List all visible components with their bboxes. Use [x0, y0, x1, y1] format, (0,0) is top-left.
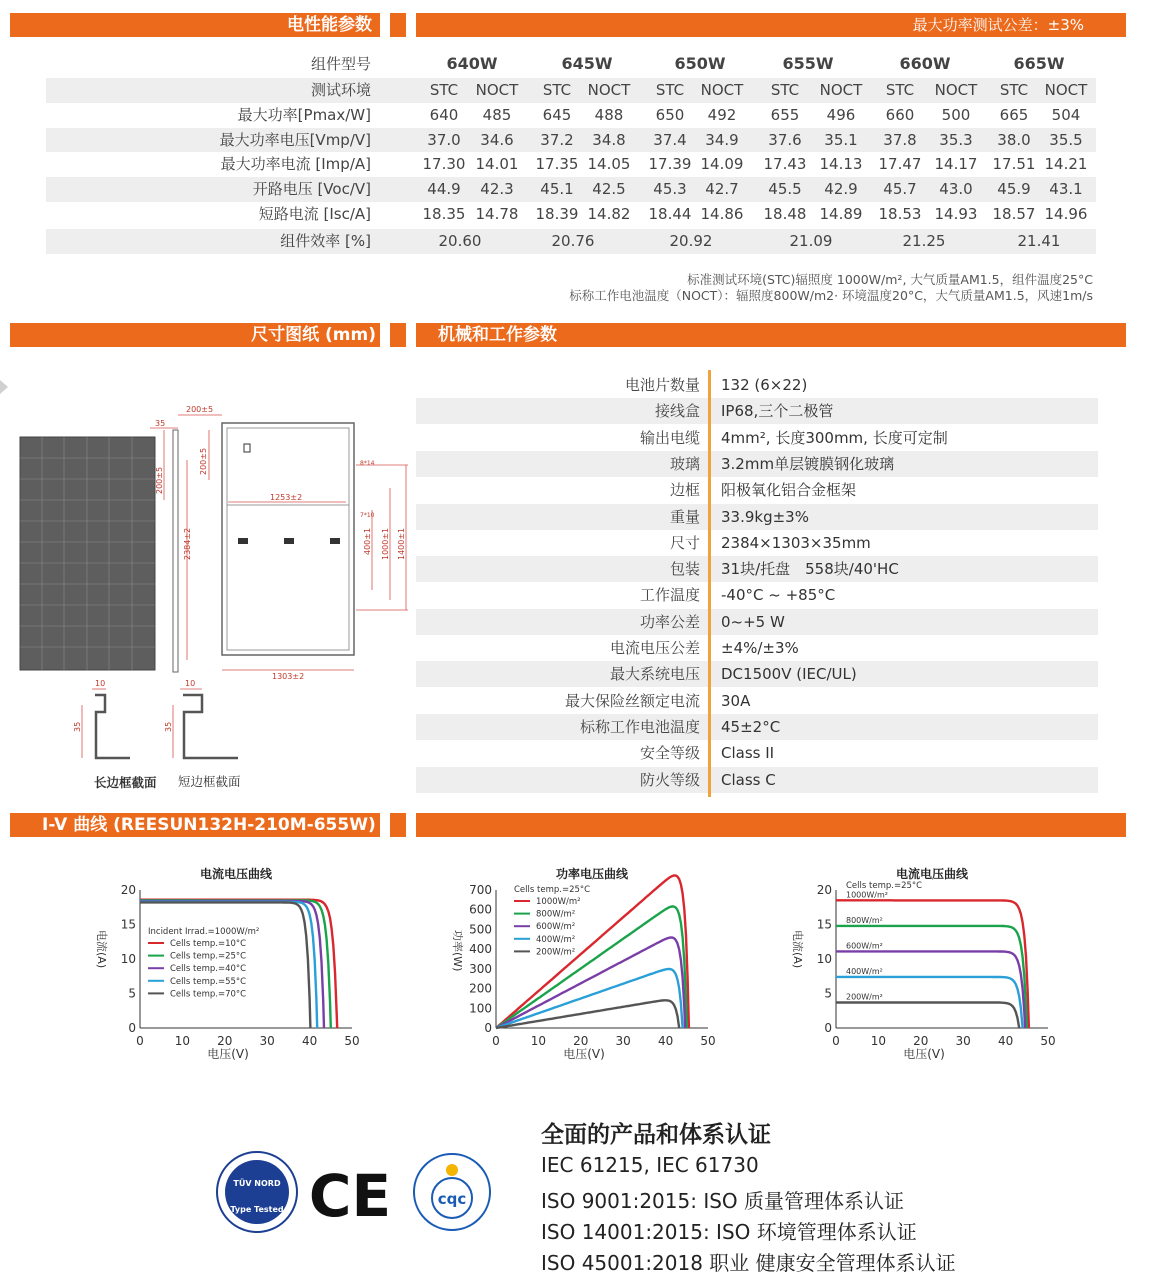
value-cell: 45.1 [540, 180, 574, 199]
mechanical-label: 电流电压公差 [609, 639, 700, 657]
efficiency-cell: 21.25 [902, 232, 946, 250]
value-cell: 660 [885, 106, 915, 124]
iv-header-right [416, 813, 1126, 837]
certification-logos [200, 1150, 500, 1234]
value-cell: 17.35 [535, 155, 579, 174]
env-cell: NOCT [700, 81, 744, 99]
cert-line: ISO 9001:2015: ISO 质量管理体系认证 [541, 1189, 905, 1213]
dim-2384: 2384±2 [183, 527, 192, 560]
tuv-bottom-text: Type Tested [230, 1205, 284, 1214]
cert-line: IEC 61215, IEC 61730 [541, 1153, 759, 1177]
dimension-title: 尺寸图纸 (mm) [251, 325, 376, 345]
row-label: 组件型号 [310, 55, 371, 73]
value-cell: 17.43 [763, 155, 807, 174]
mechanical-header [416, 323, 1126, 347]
value-cell: 14.01 [475, 155, 519, 174]
chart-title: 电流电压曲线 [895, 867, 969, 881]
dim-1400: 1400±1 [397, 527, 406, 560]
mechanical-row [416, 556, 1098, 582]
x-tick-label: 20 [573, 1034, 589, 1048]
value-cell: 45.5 [768, 180, 802, 199]
mechanical-label: 接线盒 [654, 402, 700, 421]
dim-35: 35 [155, 419, 166, 428]
y-tick-label: 10 [816, 952, 832, 966]
y-tick-label: 5 [128, 986, 136, 1001]
env-cell: NOCT [1044, 81, 1088, 99]
x-tick-label: 40 [301, 1034, 318, 1048]
legend-header: Cells temp.=25°C [514, 885, 591, 895]
x-tick-label: 0 [492, 1034, 500, 1048]
value-cell: 18.39 [535, 204, 579, 223]
value-cell: 37.4 [653, 130, 687, 149]
efficiency-cell: 20.92 [669, 232, 713, 250]
legend-label: 800W/m² [846, 915, 883, 925]
iv-title: I-V 曲线 (REESUN132H-210M-655W) [42, 815, 376, 835]
junction-box-icon [284, 538, 294, 544]
mechanical-label: 输出电缆 [639, 428, 700, 447]
cert-line: ISO 45001:2018 职业 健康安全管理体系认证 [541, 1251, 956, 1275]
y-tick-label: 600 [469, 902, 492, 917]
model-cell: 665W [1013, 54, 1065, 73]
x-tick-label: 50 [344, 1034, 360, 1048]
mechanical-row [416, 661, 1098, 687]
pv-chart [440, 860, 740, 1070]
x-tick-label: 10 [174, 1034, 191, 1048]
mechanical-label: 工作温度 [639, 586, 700, 605]
value-cell: 42.9 [824, 180, 858, 199]
value-cell: 17.30 [422, 155, 466, 174]
profile-width-2: 10 [185, 679, 196, 688]
legend-label: 400W/m² [536, 934, 576, 945]
mechanical-label: 最大系统电压 [609, 665, 700, 684]
short-frame-label: 短边框截面 [178, 774, 241, 789]
mechanical-value: 2384×1303×35mm [721, 533, 871, 552]
value-cell: 645 [542, 106, 572, 124]
mechanical-value: 4mm², 长度300mm, 长度可定制 [721, 428, 948, 447]
legend-label: Cells temp.=25°C [170, 951, 247, 962]
row-label: 最大功率[Pmax/W] [237, 106, 371, 124]
value-cell: 14.89 [819, 204, 863, 223]
mechanical-value: 132 (6×22) [721, 376, 808, 394]
legend-label: Cells temp.=70°C [170, 989, 247, 1000]
row-label: 组件效率 [%] [280, 232, 371, 250]
table-row [46, 229, 1096, 254]
legend-header: Cells temp.=25°C [846, 881, 923, 891]
mechanical-row [416, 477, 1098, 503]
x-tick-label: 20 [913, 1034, 929, 1048]
dim-200-top: 200±5 [186, 405, 214, 414]
dim-1303: 1303±2 [272, 672, 305, 681]
y-tick-label: 100 [469, 1001, 492, 1016]
profile-height: 35 [73, 721, 82, 732]
y-axis-label: 电流(A) [791, 930, 804, 969]
value-cell: 18.53 [878, 204, 922, 223]
hole-label-1: 8*14 [360, 460, 375, 467]
legend-label: 200W/m² [536, 947, 576, 958]
iv-header [10, 813, 380, 837]
value-cell: 14.93 [934, 204, 978, 223]
mechanical-value: 30A [721, 691, 751, 710]
certification-title: 全面的产品和体系认证 [541, 1122, 771, 1148]
tuv-top-text: TÜV NORD [233, 1179, 281, 1188]
env-cell: STC [999, 81, 1029, 99]
legend-label: Cells temp.=55°C [170, 976, 247, 987]
table-row [46, 103, 1096, 128]
series-line [496, 906, 687, 1028]
tolerance-note: 最大功率测试公差：±3% [912, 16, 1084, 34]
env-cell: STC [770, 81, 800, 99]
value-cell: 45.3 [653, 180, 687, 199]
env-cell: STC [542, 81, 572, 99]
mechanical-value: 45±2°C [721, 717, 781, 736]
value-cell: 14.21 [1044, 155, 1088, 174]
value-cell: 34.8 [592, 130, 626, 149]
panel-side [173, 430, 178, 672]
iv-chart [84, 860, 384, 1070]
env-cell: NOCT [934, 81, 978, 99]
y-tick-label: 500 [469, 922, 492, 937]
efficiency-cell: 21.09 [789, 232, 833, 250]
value-cell: 35.3 [939, 130, 973, 149]
series-line [836, 1003, 1019, 1029]
model-cell: 660W [899, 54, 951, 73]
env-cell: STC [429, 81, 459, 99]
value-cell: 18.44 [648, 204, 692, 223]
value-cell: 14.86 [700, 204, 744, 223]
mechanical-value: 31块/托盘 558块/40'HC [721, 560, 899, 579]
mechanical-row [416, 714, 1098, 740]
mechanical-row [416, 425, 1098, 451]
value-cell: 45.7 [883, 180, 917, 199]
iv-irradiance-chart [780, 860, 1080, 1070]
mechanical-label: 包装 [669, 560, 700, 579]
mechanical-value: DC1500V (IEC/UL) [721, 665, 857, 684]
env-cell: NOCT [587, 81, 631, 99]
value-cell: 45.9 [997, 180, 1031, 199]
value-cell: 18.48 [763, 204, 807, 223]
y-tick-label: 10 [120, 952, 136, 966]
x-tick-label: 40 [997, 1034, 1014, 1048]
efficiency-cell: 21.41 [1017, 232, 1061, 250]
y-tick-label: 400 [469, 942, 492, 957]
value-cell: 42.7 [705, 180, 739, 199]
value-cell: 37.0 [427, 130, 461, 149]
y-tick-label: 15 [816, 917, 832, 932]
row-label: 测试环境 [310, 81, 371, 99]
junction-box-icon [330, 538, 340, 544]
x-axis-label: 电压(V) [563, 1047, 605, 1061]
legend-label: Cells temp.=10°C [170, 939, 247, 949]
mechanical-title: 机械和工作参数 [438, 325, 557, 345]
env-cell: STC [885, 81, 915, 99]
mechanical-row [416, 767, 1098, 793]
table-row [46, 202, 1096, 227]
dimension-header [10, 323, 380, 347]
model-cell: 645W [561, 54, 613, 73]
legend-label: 600W/m² [536, 922, 576, 933]
value-cell: 17.39 [648, 155, 692, 174]
mount-hole-icon [244, 444, 250, 452]
table-row [46, 128, 1096, 153]
value-cell: 488 [594, 106, 624, 124]
efficiency-cell: 20.60 [438, 232, 482, 250]
mechanical-label: 防火等级 [639, 770, 700, 789]
y-tick-label: 200 [469, 981, 492, 996]
long-frame-profile [95, 695, 130, 758]
mechanical-row [416, 635, 1098, 661]
x-tick-label: 10 [870, 1034, 887, 1048]
table-row [46, 52, 1096, 77]
mechanical-row [416, 398, 1098, 424]
x-tick-label: 20 [217, 1034, 233, 1048]
legend-label: 1000W/m² [536, 897, 581, 907]
profile-height-2: 35 [164, 721, 173, 732]
profile-width: 10 [95, 679, 106, 688]
x-tick-label: 50 [700, 1034, 716, 1048]
value-cell: 37.2 [540, 130, 574, 149]
x-tick-label: 30 [259, 1034, 275, 1048]
value-cell: 34.9 [705, 130, 739, 149]
mechanical-row [416, 740, 1098, 766]
value-cell: 665 [999, 106, 1029, 124]
short-frame-profile [183, 695, 238, 758]
mechanical-row [416, 688, 1098, 714]
x-tick-label: 0 [832, 1034, 840, 1048]
value-cell: 37.6 [768, 130, 802, 149]
mechanical-value: 3.2mm单层镀膜钢化玻璃 [721, 454, 895, 473]
value-cell: 14.05 [587, 155, 631, 174]
value-cell: 485 [482, 106, 512, 124]
mechanical-value: Class C [721, 770, 776, 789]
value-cell: 640 [429, 106, 459, 124]
x-tick-label: 40 [657, 1034, 674, 1048]
value-cell: 14.17 [934, 155, 978, 174]
env-cell: NOCT [475, 81, 519, 99]
efficiency-cell: 20.76 [551, 232, 595, 250]
model-cell: 655W [782, 54, 834, 73]
hole-label-2: 7*10 [360, 512, 375, 519]
value-cell: 35.1 [824, 130, 858, 149]
value-cell: 43.1 [1049, 180, 1083, 199]
mechanical-value: ±4%/±3% [721, 639, 799, 657]
iv-header-mini [390, 813, 406, 837]
dimension-drawing [0, 360, 410, 800]
legend-label: 600W/m² [846, 941, 883, 951]
legend-label: 1000W/m² [846, 890, 888, 900]
legend-label: 800W/m² [536, 909, 576, 920]
value-cell: 14.82 [587, 204, 631, 223]
panel-front [20, 437, 155, 670]
mechanical-label: 功率公差 [639, 612, 700, 631]
tuv-logo-inner [225, 1160, 289, 1224]
mechanical-value: IP68,三个二极管 [721, 402, 834, 421]
env-cell: STC [655, 81, 685, 99]
table-row [46, 152, 1096, 177]
legend-header: Incident Irrad.=1000W/m² [148, 927, 260, 937]
legend-label: Cells temp.=40°C [170, 964, 247, 975]
x-tick-label: 30 [955, 1034, 971, 1048]
env-cell: NOCT [819, 81, 863, 99]
electrical-header-right [416, 13, 1126, 37]
dim-400: 400±1 [363, 527, 372, 555]
x-axis-label: 电压(V) [207, 1047, 249, 1061]
y-tick-label: 20 [816, 883, 832, 897]
mechanical-divider [708, 370, 711, 797]
value-cell: 504 [1051, 106, 1081, 124]
x-tick-label: 30 [615, 1034, 631, 1048]
row-label: 最大功率电流 [Imp/A] [220, 155, 371, 174]
dim-1253: 1253±2 [270, 493, 303, 502]
mechanical-label: 边框 [669, 481, 700, 500]
stc-note: 标准测试环境(STC)辐照度 1000W/m², 大气质量AM1.5，组件温度25°C [687, 272, 1093, 287]
electrical-title: 电性能参数 [287, 15, 372, 35]
y-tick-label: 700 [469, 883, 492, 897]
value-cell: 18.57 [992, 204, 1036, 223]
ce-mark: CE [308, 1162, 392, 1230]
mechanical-label: 最大保险丝额定电流 [564, 691, 700, 710]
model-cell: 640W [446, 54, 498, 73]
dimension-header-mini [390, 323, 406, 347]
mechanical-label: 尺寸 [669, 533, 700, 552]
value-cell: 43.0 [939, 180, 973, 199]
mechanical-label: 标称工作电池温度 [579, 717, 700, 736]
value-cell: 17.51 [992, 155, 1036, 174]
y-tick-label: 15 [120, 917, 136, 932]
mechanical-row [416, 609, 1098, 635]
y-tick-label: 5 [824, 986, 832, 1001]
electrical-header-left [10, 13, 380, 37]
value-cell: 38.0 [997, 130, 1031, 149]
dim-1000: 1000±1 [381, 527, 390, 560]
electrical-header-mini [390, 13, 406, 37]
table-row [46, 177, 1096, 202]
value-cell: 44.9 [427, 180, 461, 199]
mechanical-row [416, 582, 1098, 608]
value-cell: 42.3 [480, 180, 514, 199]
row-label: 短路电流 [Isc/A] [258, 204, 371, 223]
value-cell: 14.78 [475, 204, 519, 223]
mechanical-value: 0~+5 W [721, 612, 785, 631]
value-cell: 496 [826, 106, 856, 124]
y-tick-label: 0 [128, 1021, 136, 1035]
cqc-text: cqc [437, 1190, 467, 1208]
value-cell: 500 [941, 106, 971, 124]
mechanical-row [416, 504, 1098, 530]
x-tick-label: 50 [1040, 1034, 1056, 1048]
legend-label: 400W/m² [846, 966, 883, 976]
legend-label: 200W/m² [846, 992, 883, 1002]
row-label: 开路电压 [Voc/V] [252, 180, 371, 199]
value-cell: 492 [707, 106, 737, 124]
y-axis-label: 功率(W) [451, 930, 464, 972]
side-arrow-icon [0, 380, 8, 394]
long-frame-label: 长边框截面 [94, 775, 157, 790]
mechanical-row [416, 372, 1098, 398]
value-cell: 655 [770, 106, 800, 124]
y-tick-label: 0 [824, 1021, 832, 1035]
value-cell: 14.09 [700, 155, 744, 174]
mechanical-value: 33.9kg±3% [721, 507, 809, 526]
series-line [836, 951, 1025, 1028]
y-axis-label: 电流(A) [95, 930, 108, 969]
mechanical-label: 玻璃 [669, 454, 700, 473]
value-cell: 37.8 [883, 130, 917, 149]
mechanical-row [416, 451, 1098, 477]
mechanical-label: 重量 [669, 507, 700, 526]
value-cell: 18.35 [422, 204, 466, 223]
dim-200-inner: 200±5 [199, 447, 208, 475]
x-tick-label: 0 [136, 1034, 144, 1048]
mechanical-value: Class II [721, 744, 775, 763]
row-label: 最大功率电压[Vmp/V] [219, 130, 371, 149]
value-cell: 35.5 [1049, 130, 1083, 149]
table-row [46, 78, 1096, 103]
junction-box-icon [238, 538, 248, 544]
mechanical-label: 电池片数量 [624, 376, 700, 394]
mechanical-value: 阳极氧化铝合金框架 [721, 481, 857, 500]
value-cell: 17.47 [878, 155, 922, 174]
model-cell: 650W [674, 54, 726, 73]
value-cell: 14.96 [1044, 204, 1088, 223]
noct-note: 标称工作电池温度（NOCT）：辐照度800W/m2· 环境温度20°C，大气质量AM1.5，风速1m/s [569, 288, 1093, 303]
chart-title: 功率电压曲线 [555, 867, 629, 881]
y-tick-label: 0 [484, 1021, 492, 1035]
y-tick-label: 20 [120, 883, 136, 897]
mechanical-label: 安全等级 [639, 744, 700, 763]
value-cell: 42.5 [592, 180, 626, 199]
dim-200-side: 200±5 [155, 466, 164, 494]
chart-title: 电流电压曲线 [199, 867, 273, 881]
x-axis-label: 电压(V) [903, 1047, 945, 1061]
x-tick-label: 10 [530, 1034, 547, 1048]
y-tick-label: 300 [469, 961, 492, 976]
value-cell: 34.6 [480, 130, 514, 149]
mechanical-value: -40°C ~ +85°C [721, 586, 836, 605]
value-cell: 650 [655, 106, 685, 124]
mechanical-row [416, 530, 1098, 556]
cert-line: ISO 14001:2015: ISO 环境管理体系认证 [541, 1220, 917, 1244]
value-cell: 14.13 [819, 155, 863, 174]
